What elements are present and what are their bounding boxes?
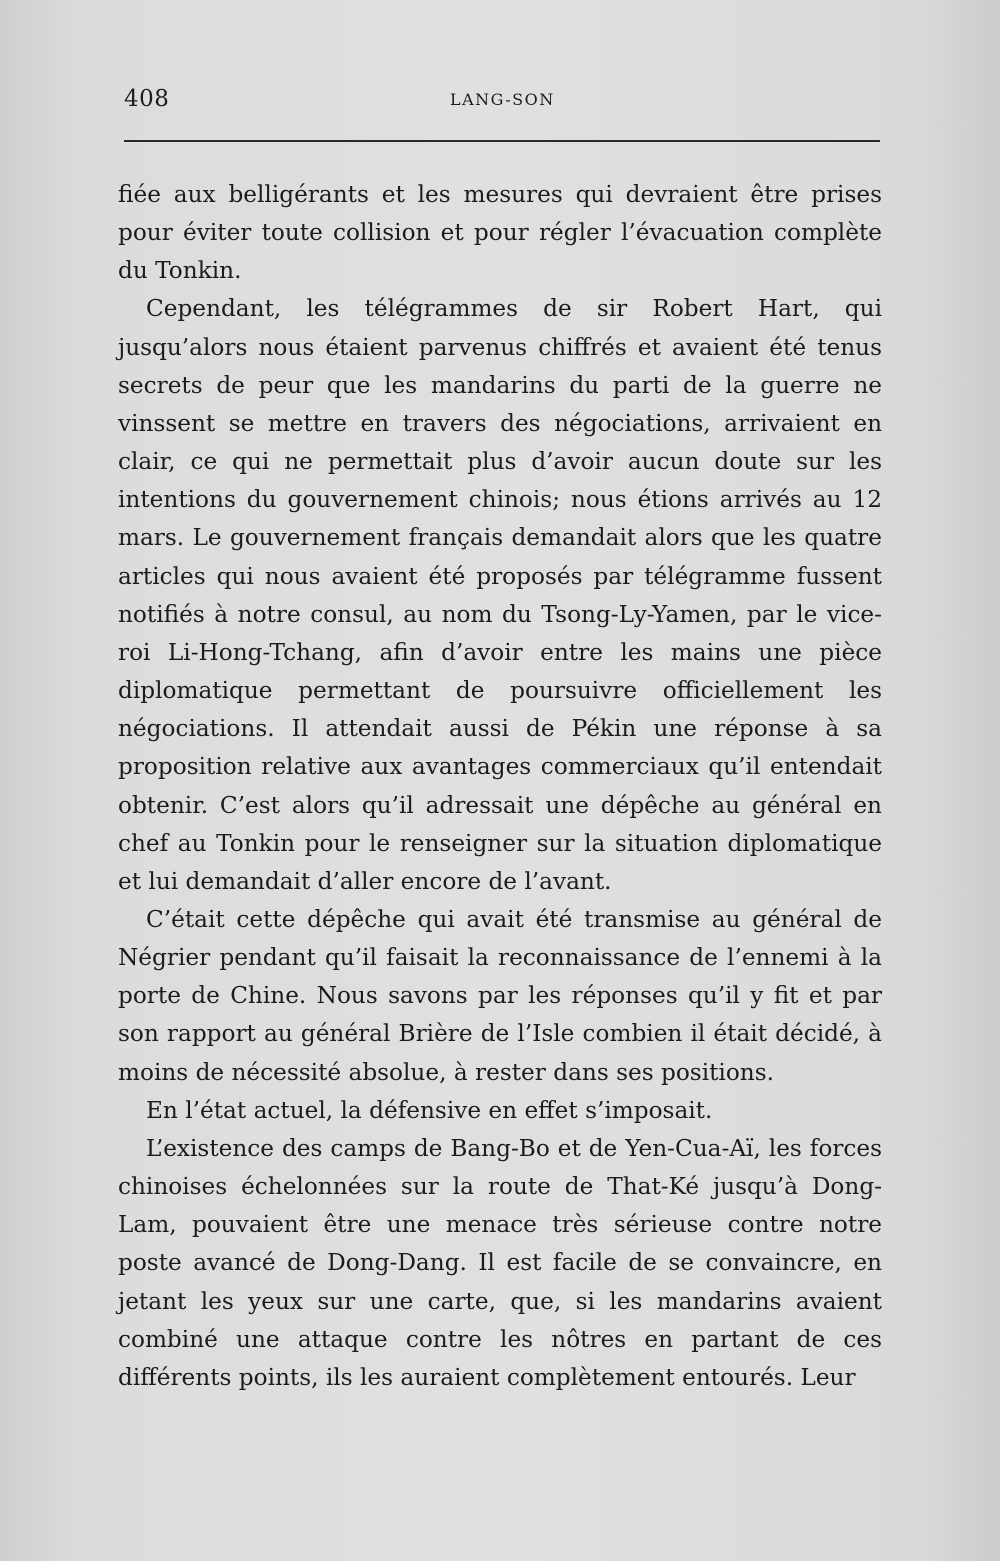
paragraph: Cependant, les télégrammes de sir Robert Hart, qui jusqu’alors nous étaient parvenus chiffrés et avaient été tenus secrets de peur que les mandarins du parti de la guerre ne vinssent se mettre en travers des négociations, arrivaient en clair, ce qui ne permettait plus d’avoir aucun doute sur les intentions du gouvernement chinois; nous étions arrivés au 12 mars. Le gouvernement français demandait alors que les quatre articles qui nous avaient été proposés par télégramme fussent notifiés à notre consul, au nom du Tsong-Ly-Yamen, par le vice-roi Li-Hong-Tchang, afin d’avoir entre les mains une pièce diplomatique permettant de poursuivre officiellement les négociations. Il attendait aussi de Pékin une réponse à sa proposition relative aux avantages commerciaux qu’il entendait obtenir. C’est alors qu’il adressait une dépêche au général en chef au Tonkin pour le renseigner sur la situation diplomatique et lui demandait d’aller encore de l’avant. — [118, 295, 882, 895]
body-text — [118, 176, 882, 1397]
page-header — [124, 78, 880, 142]
running-head: LANG-SON — [450, 90, 555, 109]
paragraph: L’existence des camps de Bang-Bo et de Yen-Cua-Aï, les forces chinoises échelonnées sur la route de That-Ké jusqu’à Dong-Lam, pouvaient être une menace très sérieuse contre notre poste avancé de Dong-Dang. Il est facile de se convaincre, en jetant les yeux sur une carte, que, si les mandarins avaient combiné une attaque contre les nôtres en partant de ces différents points, ils les auraient complètement entourés. Leur — [118, 1134, 882, 1391]
paragraph: En l’état actuel, la défensive en effet s’imposait. — [146, 1096, 713, 1124]
paragraph-continued: fiée aux belligérants et les mesures qui devraient être prises pour éviter toute collision et pour régler l’évacuation complète du Tonkin. — [118, 181, 882, 285]
paragraph: C’était cette dépêche qui avait été transmise au général de Négrier pendant qu’il faisait la reconnaissance de l’ennemi à la porte de Chine. Nous savons par les réponses qu’il y fit et par son rapport au général Brière de l’Isle combien il était décidé, à moins de nécessité absolue, à rester dans ses positions. — [118, 905, 882, 1086]
page-number: 408 — [124, 86, 170, 112]
